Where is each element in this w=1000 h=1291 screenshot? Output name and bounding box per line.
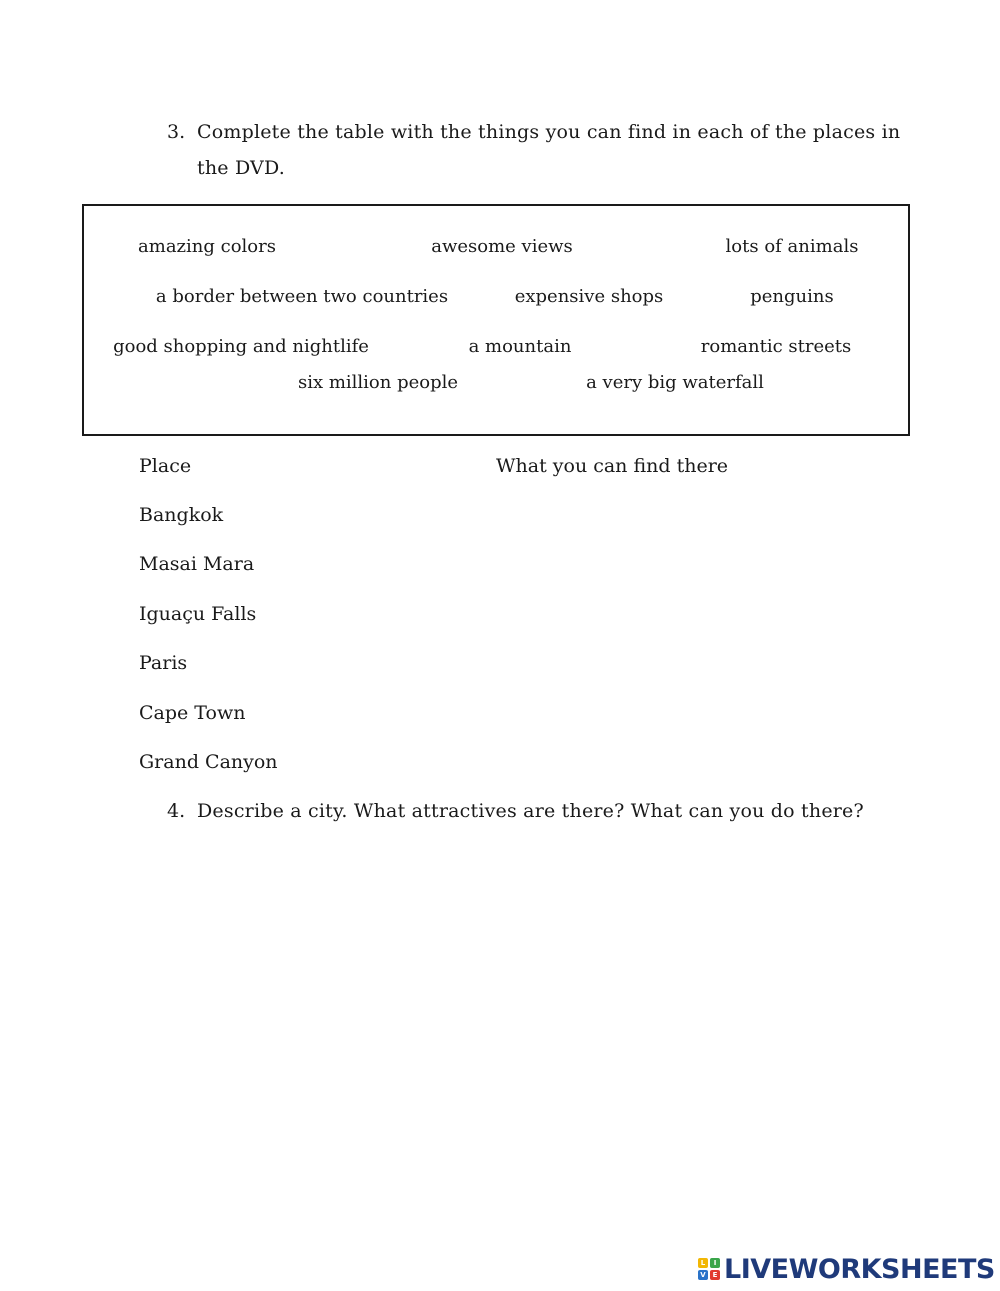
question-3-text-line-2: the DVD. bbox=[197, 157, 285, 179]
word-bank-box bbox=[82, 204, 910, 436]
table-header-find: What you can find there bbox=[496, 455, 729, 477]
place-row: Iguaçu Falls bbox=[139, 603, 257, 625]
table-header-place: Place bbox=[139, 455, 192, 477]
logo-letter-tile: E bbox=[710, 1270, 720, 1280]
word-bank-item: amazing colors bbox=[138, 236, 276, 257]
place-row: Grand Canyon bbox=[139, 751, 278, 773]
word-bank-item: six million people bbox=[297, 372, 459, 393]
word-bank-item: a mountain bbox=[468, 336, 572, 357]
logo-text: LIVEWORKSHEETS bbox=[724, 1253, 995, 1285]
question-4-number: 4. bbox=[167, 800, 186, 822]
question-3-text-line-1: Complete the table with the things you can find in each of the places in bbox=[197, 121, 901, 143]
word-bank-item: penguins bbox=[750, 286, 834, 307]
question-4-text: Describe a city. What attractives are there? What can you do there? bbox=[197, 800, 864, 822]
logo-letter-tile: I bbox=[710, 1258, 720, 1268]
question-3-number: 3. bbox=[167, 121, 186, 143]
place-row: Masai Mara bbox=[139, 553, 255, 575]
place-row: Cape Town bbox=[139, 702, 246, 724]
word-bank-item: a border between two countries bbox=[155, 286, 449, 307]
place-row: Paris bbox=[139, 652, 188, 674]
word-bank-item: expensive shops bbox=[514, 286, 664, 307]
word-bank-item: good shopping and nightlife bbox=[113, 336, 369, 357]
logo-letter-tile: V bbox=[698, 1270, 708, 1280]
word-bank-item: lots of animals bbox=[725, 236, 859, 257]
word-bank-item: romantic streets bbox=[700, 336, 852, 357]
place-row: Bangkok bbox=[139, 504, 224, 526]
liveworksheets-logo bbox=[698, 1254, 995, 1284]
word-bank-item: a very big waterfall bbox=[586, 372, 764, 393]
word-bank-item: awesome views bbox=[431, 236, 573, 257]
logo-grid-icon bbox=[698, 1258, 720, 1280]
logo-letter-tile: L bbox=[698, 1258, 708, 1268]
